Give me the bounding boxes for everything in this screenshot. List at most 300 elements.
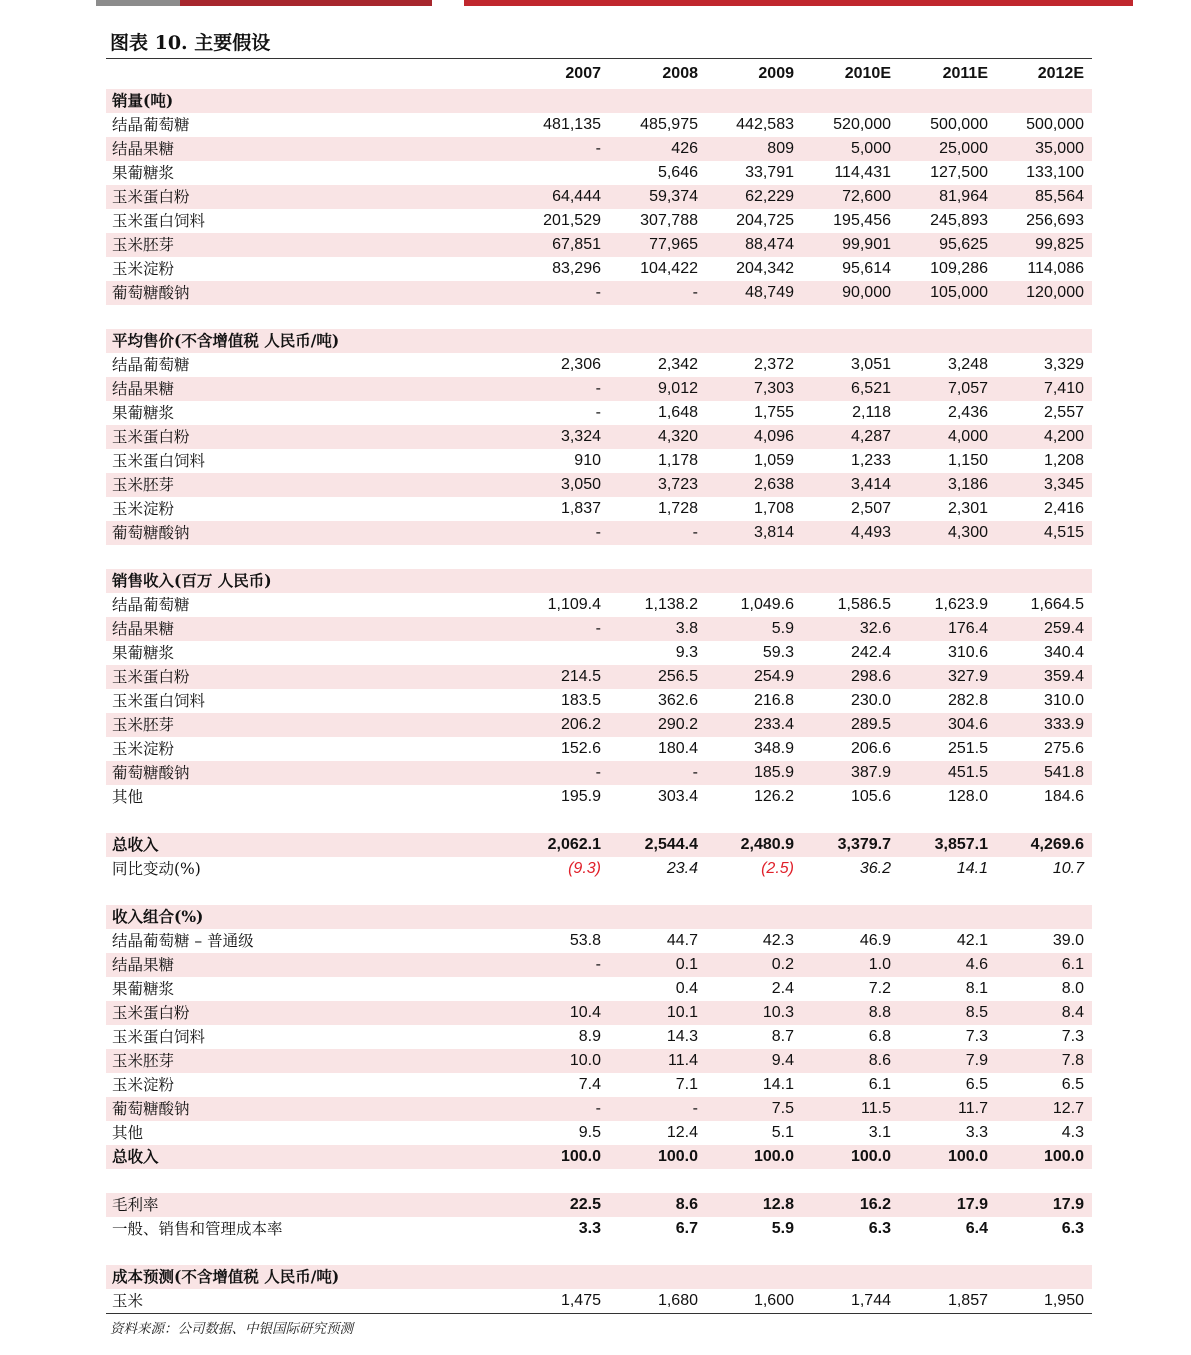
value-cell: 809 xyxy=(767,140,794,157)
value-cell: 206.2 xyxy=(560,716,601,733)
value-cell: 500,000 xyxy=(930,116,988,133)
value-cell: 17.9 xyxy=(956,1196,988,1213)
row-label: 葡萄糖酸钠 xyxy=(112,764,190,782)
row-label: 果葡糖浆 xyxy=(112,404,175,422)
value-cell: 8.1 xyxy=(965,980,988,997)
value-cell: 8.6 xyxy=(868,1052,891,1069)
value-cell: 206.6 xyxy=(850,740,891,757)
row-label: 结晶葡萄糖 xyxy=(112,116,190,134)
value-cell: - xyxy=(595,620,601,637)
value-cell: 9.4 xyxy=(771,1052,794,1069)
value-cell: 4,300 xyxy=(947,524,988,541)
value-cell: 6,521 xyxy=(850,380,891,397)
value-cell: 481,135 xyxy=(543,116,601,133)
value-cell: 10.4 xyxy=(569,1004,601,1021)
value-cell: 1.0 xyxy=(868,956,891,973)
source-note: 资料来源：公司数据、中银国际研究预测 xyxy=(110,1321,353,1337)
spacer-row xyxy=(106,545,1092,569)
value-cell: 290.2 xyxy=(657,716,698,733)
row-label: 销售收入(百万 人民币) xyxy=(112,571,272,590)
row-label: 玉米蛋白饲料 xyxy=(112,1028,206,1046)
value-cell: 1,600 xyxy=(753,1292,794,1309)
value-cell: 6.1 xyxy=(1061,956,1084,973)
row-label: 葡萄糖酸钠 xyxy=(112,524,190,542)
row-label: 毛利率 xyxy=(112,1196,159,1214)
value-cell: 128.0 xyxy=(947,788,988,805)
value-cell: 99,901 xyxy=(842,236,891,253)
value-cell: 1,837 xyxy=(560,500,601,517)
row-label: 玉米蛋白粉 xyxy=(112,668,190,686)
value-cell: 282.8 xyxy=(947,692,988,709)
row-label: 葡萄糖酸钠 xyxy=(112,284,190,302)
value-cell: 2,062.1 xyxy=(547,836,601,853)
value-cell: 340.4 xyxy=(1043,644,1084,661)
table-row xyxy=(106,233,1092,257)
value-cell: 7.8 xyxy=(1061,1052,1084,1069)
value-cell: 195,456 xyxy=(833,212,891,229)
table-row xyxy=(106,713,1092,737)
value-cell: 25,000 xyxy=(939,140,988,157)
value-cell: - xyxy=(692,1100,698,1117)
value-cell: 2,638 xyxy=(753,476,794,493)
value-cell: 6.4 xyxy=(965,1220,988,1237)
value-cell: 3,414 xyxy=(850,476,891,493)
value-cell: 442,583 xyxy=(736,116,794,133)
value-cell: 4,269.6 xyxy=(1030,836,1084,853)
table-row xyxy=(106,1001,1092,1025)
value-cell: 2,480.9 xyxy=(740,836,794,853)
table-row xyxy=(106,929,1092,953)
value-cell: 180.4 xyxy=(657,740,698,757)
value-cell: 11.7 xyxy=(958,1100,988,1117)
table-body xyxy=(106,89,1092,1313)
value-cell: 310.0 xyxy=(1043,692,1084,709)
value-cell: 4,287 xyxy=(850,428,891,445)
value-cell: 72,600 xyxy=(842,188,891,205)
column-header: 2012E xyxy=(1037,65,1084,82)
row-label: 总收入 xyxy=(112,835,159,854)
row-label: 结晶果糖 xyxy=(112,956,175,974)
value-cell: 5.1 xyxy=(771,1124,794,1141)
value-cell: 1,138.2 xyxy=(644,596,698,613)
value-cell: 8.5 xyxy=(965,1004,988,1021)
value-cell: 10.3 xyxy=(762,1004,794,1021)
value-cell: 16.2 xyxy=(859,1196,891,1213)
value-cell: 1,233 xyxy=(850,452,891,469)
value-cell: 1,049.6 xyxy=(740,596,794,613)
section-header-row xyxy=(106,1265,1092,1289)
value-cell: 216.8 xyxy=(753,692,794,709)
column-header: 2007 xyxy=(565,65,601,82)
value-cell: 184.6 xyxy=(1043,788,1084,805)
value-cell: 9.3 xyxy=(675,644,698,661)
value-cell: 1,744 xyxy=(850,1292,891,1309)
value-cell: 4,320 xyxy=(657,428,698,445)
value-cell: 2,301 xyxy=(947,500,988,517)
row-label: 结晶果糖 xyxy=(112,620,175,638)
value-cell: 2,544.4 xyxy=(644,836,698,853)
value-cell: 2,342 xyxy=(657,356,698,373)
value-cell: 3,345 xyxy=(1043,476,1084,493)
row-label: 销量(吨) xyxy=(112,91,174,110)
column-header: 2008 xyxy=(662,65,698,82)
value-cell: 4,000 xyxy=(947,428,988,445)
value-cell: - xyxy=(595,524,601,541)
table-row xyxy=(106,521,1092,545)
table-row xyxy=(106,281,1092,305)
value-cell: 12.7 xyxy=(1052,1100,1084,1117)
value-cell: 8.0 xyxy=(1061,980,1084,997)
value-cell: 8.9 xyxy=(578,1028,601,1045)
value-cell: 185.9 xyxy=(753,764,794,781)
value-cell: 6.7 xyxy=(675,1220,698,1237)
value-cell: 307,788 xyxy=(640,212,698,229)
section-header-row xyxy=(106,569,1092,593)
value-cell: 176.4 xyxy=(947,620,988,637)
table-row xyxy=(106,497,1092,521)
column-header: 2010E xyxy=(844,65,891,82)
value-cell: 99,825 xyxy=(1035,236,1084,253)
value-cell: 298.6 xyxy=(850,668,891,685)
value-cell: 204,725 xyxy=(736,212,794,229)
value-cell: 8.8 xyxy=(868,1004,891,1021)
value-cell: - xyxy=(595,140,601,157)
value-cell: 1,755 xyxy=(753,404,794,421)
value-cell: 7.4 xyxy=(578,1076,601,1093)
value-cell: 104,422 xyxy=(640,260,698,277)
row-label: 其他 xyxy=(112,1124,144,1142)
value-cell: 304.6 xyxy=(947,716,988,733)
value-cell: 14.1 xyxy=(956,860,988,877)
value-cell: 256.5 xyxy=(657,668,698,685)
value-cell: 1,059 xyxy=(753,452,794,469)
table-row xyxy=(106,1193,1092,1217)
value-cell: 62,229 xyxy=(745,188,794,205)
value-cell: 33,791 xyxy=(745,164,794,181)
value-cell: (2.5) xyxy=(761,860,794,877)
value-cell: 333.9 xyxy=(1043,716,1084,733)
value-cell: 39.0 xyxy=(1052,932,1084,949)
table-row xyxy=(106,1121,1092,1145)
value-cell: 7.1 xyxy=(675,1076,698,1093)
value-cell: 3,723 xyxy=(657,476,698,493)
value-cell: 195.9 xyxy=(560,788,601,805)
row-label: 果葡糖浆 xyxy=(112,980,175,998)
value-cell: 289.5 xyxy=(850,716,891,733)
table-row xyxy=(106,449,1092,473)
row-label: 同比变动(%) xyxy=(112,860,201,878)
value-cell: 90,000 xyxy=(842,284,891,301)
value-cell: 426 xyxy=(671,140,698,157)
value-cell: 4,200 xyxy=(1043,428,1084,445)
table-row xyxy=(106,257,1092,281)
value-cell: 35,000 xyxy=(1035,140,1084,157)
value-cell: 8.4 xyxy=(1061,1004,1084,1021)
value-cell: 95,614 xyxy=(842,260,891,277)
column-header: 2011E xyxy=(942,65,988,82)
value-cell: 4,493 xyxy=(850,524,891,541)
table-row xyxy=(106,1025,1092,1049)
value-cell: 1,623.9 xyxy=(934,596,988,613)
value-cell: 183.5 xyxy=(560,692,601,709)
table-row xyxy=(106,473,1092,497)
value-cell: 11.5 xyxy=(861,1100,891,1117)
value-cell: 359.4 xyxy=(1043,668,1084,685)
value-cell: 1,208 xyxy=(1043,452,1084,469)
value-cell: 6.1 xyxy=(868,1076,891,1093)
value-cell: 275.6 xyxy=(1043,740,1084,757)
value-cell: 100.0 xyxy=(947,1148,988,1165)
value-cell: 0.4 xyxy=(675,980,698,997)
value-cell: 127,500 xyxy=(930,164,988,181)
value-cell: 8.6 xyxy=(675,1196,698,1213)
value-cell: 2,306 xyxy=(560,356,601,373)
value-cell: 4,515 xyxy=(1043,524,1084,541)
value-cell: 88,474 xyxy=(745,236,794,253)
row-label: 成本预测(不含增值税 人民币/吨) xyxy=(112,1267,340,1286)
spacer-row xyxy=(106,1169,1092,1193)
value-cell: 500,000 xyxy=(1026,116,1084,133)
column-header: 2009 xyxy=(758,65,794,82)
value-cell: 133,100 xyxy=(1026,164,1084,181)
value-cell: 1,178 xyxy=(657,452,698,469)
value-cell: 4.6 xyxy=(965,956,988,973)
row-label: 玉米淀粉 xyxy=(112,740,175,758)
value-cell: 242.4 xyxy=(850,644,891,661)
value-cell: 6.8 xyxy=(868,1028,891,1045)
table-row xyxy=(106,137,1092,161)
value-cell: 59.3 xyxy=(762,644,794,661)
table-row xyxy=(106,377,1092,401)
value-cell: - xyxy=(692,284,698,301)
value-cell: 14.1 xyxy=(762,1076,794,1093)
value-cell: 6.5 xyxy=(965,1076,988,1093)
value-cell: 1,475 xyxy=(560,1292,601,1309)
value-cell: 95,625 xyxy=(939,236,988,253)
table-row xyxy=(106,401,1092,425)
value-cell: 5.9 xyxy=(771,620,794,637)
table-row xyxy=(106,1289,1092,1313)
row-label: 玉米胚芽 xyxy=(112,476,175,494)
value-cell: 100.0 xyxy=(753,1148,794,1165)
value-cell: 327.9 xyxy=(947,668,988,685)
value-cell: 1,586.5 xyxy=(837,596,891,613)
section-header-row xyxy=(106,905,1092,929)
value-cell: 0.2 xyxy=(771,956,794,973)
row-label: 其他 xyxy=(112,788,144,806)
value-cell: 3,051 xyxy=(850,356,891,373)
row-label: 玉米蛋白饲料 xyxy=(112,692,206,710)
value-cell: 11.4 xyxy=(668,1052,698,1069)
value-cell: - xyxy=(595,1100,601,1117)
figure-title: 图表 10. 主要假设 xyxy=(110,32,271,54)
value-cell: 10.0 xyxy=(569,1052,601,1069)
value-cell: 42.1 xyxy=(956,932,988,949)
value-cell: 245,893 xyxy=(930,212,988,229)
table-row xyxy=(106,857,1092,881)
table-row xyxy=(106,353,1092,377)
table-row xyxy=(106,785,1092,809)
value-cell: (9.3) xyxy=(568,860,601,877)
table-row xyxy=(106,641,1092,665)
value-cell: 114,431 xyxy=(834,164,891,181)
table-header-row xyxy=(106,59,1092,89)
section-header-row xyxy=(106,89,1092,113)
row-label: 玉米蛋白粉 xyxy=(112,428,190,446)
spacer-row xyxy=(106,809,1092,833)
value-cell: 100.0 xyxy=(657,1148,698,1165)
value-cell: 230.0 xyxy=(850,692,891,709)
table-row xyxy=(106,1073,1092,1097)
value-cell: 77,965 xyxy=(649,236,698,253)
row-label: 结晶葡萄糖 – 普通级 xyxy=(112,932,254,950)
value-cell: 251.5 xyxy=(947,740,988,757)
table-row xyxy=(106,689,1092,713)
value-cell: 10.7 xyxy=(1052,860,1084,877)
value-cell: 2.4 xyxy=(771,980,794,997)
row-label: 总收入 xyxy=(112,1147,159,1166)
value-cell: 4.3 xyxy=(1061,1124,1084,1141)
section-header-row xyxy=(106,329,1092,353)
value-cell: 3.8 xyxy=(675,620,698,637)
value-cell: 83,296 xyxy=(552,260,601,277)
table-row xyxy=(106,113,1092,137)
value-cell: 100.0 xyxy=(1043,1148,1084,1165)
row-label: 一般、销售和管理成本率 xyxy=(112,1220,283,1238)
value-cell: 17.9 xyxy=(1052,1196,1084,1213)
row-label: 玉米胚芽 xyxy=(112,1052,175,1070)
table-row xyxy=(106,593,1092,617)
value-cell: 44.7 xyxy=(666,932,698,949)
value-cell: 105.6 xyxy=(850,788,891,805)
table-row xyxy=(106,761,1092,785)
value-cell: 3,814 xyxy=(753,524,794,541)
value-cell: 5.9 xyxy=(771,1220,794,1237)
spacer-row xyxy=(106,881,1092,905)
value-cell: 100.0 xyxy=(560,1148,601,1165)
row-label: 结晶果糖 xyxy=(112,140,175,158)
table-row xyxy=(106,953,1092,977)
value-cell: 254.9 xyxy=(753,668,794,685)
row-label: 玉米淀粉 xyxy=(112,500,175,518)
row-label: 结晶葡萄糖 xyxy=(112,356,190,374)
value-cell: 3,186 xyxy=(947,476,988,493)
value-cell: 4,096 xyxy=(753,428,794,445)
value-cell: 1,680 xyxy=(657,1292,698,1309)
value-cell: 3,248 xyxy=(947,356,988,373)
value-cell: 1,857 xyxy=(947,1292,988,1309)
row-label: 果葡糖浆 xyxy=(112,164,175,182)
row-label: 玉米蛋白粉 xyxy=(112,1004,190,1022)
value-cell: 67,851 xyxy=(552,236,601,253)
value-cell: 9,012 xyxy=(657,380,698,397)
row-label: 玉米胚芽 xyxy=(112,716,175,734)
header-bar-dark-red xyxy=(180,0,432,6)
value-cell: 6.5 xyxy=(1061,1076,1084,1093)
value-cell: 7,057 xyxy=(947,380,988,397)
value-cell: 387.9 xyxy=(850,764,891,781)
value-cell: 3,324 xyxy=(560,428,601,445)
value-cell: 362.6 xyxy=(657,692,698,709)
value-cell: 910 xyxy=(574,452,601,469)
row-label: 平均售价(不含增值税 人民币/吨) xyxy=(112,331,340,350)
value-cell: 3.3 xyxy=(578,1220,601,1237)
value-cell: - xyxy=(692,764,698,781)
value-cell: - xyxy=(595,764,601,781)
value-cell: 3.1 xyxy=(868,1124,891,1141)
row-label: 玉米 xyxy=(112,1292,144,1310)
value-cell: 2,507 xyxy=(850,500,891,517)
row-label: 玉米淀粉 xyxy=(112,260,175,278)
table-row xyxy=(106,1217,1092,1241)
value-cell: 7.3 xyxy=(965,1028,988,1045)
value-cell: 114,086 xyxy=(1027,260,1084,277)
value-cell: 3.3 xyxy=(965,1124,988,1141)
value-cell: 32.6 xyxy=(859,620,891,637)
value-cell: 2,557 xyxy=(1043,404,1084,421)
value-cell: 201,529 xyxy=(543,212,601,229)
value-cell: 0.1 xyxy=(675,956,698,973)
row-label: 玉米淀粉 xyxy=(112,1076,175,1094)
table-row xyxy=(106,1097,1092,1121)
value-cell: 85,564 xyxy=(1035,188,1084,205)
value-cell: 2,416 xyxy=(1043,500,1084,517)
value-cell: 53.8 xyxy=(569,932,601,949)
value-cell: 1,708 xyxy=(753,500,794,517)
value-cell: - xyxy=(595,404,601,421)
value-cell: 1,728 xyxy=(657,500,698,517)
value-cell: 22.5 xyxy=(569,1196,601,1213)
value-cell: 348.9 xyxy=(753,740,794,757)
value-cell: 310.6 xyxy=(947,644,988,661)
value-cell: 204,342 xyxy=(736,260,794,277)
value-cell: 3,379.7 xyxy=(837,836,891,853)
value-cell: 152.6 xyxy=(560,740,601,757)
value-cell: 7.9 xyxy=(965,1052,988,1069)
value-cell: 6.3 xyxy=(1061,1220,1084,1237)
value-cell: 105,000 xyxy=(930,284,988,301)
value-cell: 64,444 xyxy=(552,188,601,205)
spacer-row xyxy=(106,305,1092,329)
value-cell: 3,050 xyxy=(560,476,601,493)
row-label: 果葡糖浆 xyxy=(112,644,175,662)
value-cell: 303.4 xyxy=(657,788,698,805)
value-cell: 7,303 xyxy=(753,380,794,397)
value-cell: 485,975 xyxy=(640,116,698,133)
value-cell: 214.5 xyxy=(560,668,601,685)
table-row xyxy=(106,617,1092,641)
row-label: 结晶果糖 xyxy=(112,380,175,398)
value-cell: 7.3 xyxy=(1061,1028,1084,1045)
value-cell: 259.4 xyxy=(1043,620,1084,637)
value-cell: 1,664.5 xyxy=(1030,596,1084,613)
row-label: 收入组合(%) xyxy=(112,907,204,926)
spacer-row xyxy=(106,1241,1092,1265)
value-cell: 2,118 xyxy=(852,404,891,421)
table-row xyxy=(106,425,1092,449)
value-cell: 1,648 xyxy=(657,404,698,421)
value-cell: 7.2 xyxy=(868,980,891,997)
row-label: 玉米蛋白粉 xyxy=(112,188,190,206)
value-cell: 126.2 xyxy=(753,788,794,805)
row-label: 玉米胚芽 xyxy=(112,236,175,254)
row-label: 玉米蛋白饲料 xyxy=(112,452,206,470)
value-cell: 233.4 xyxy=(753,716,794,733)
header-bar-red xyxy=(464,0,1133,6)
value-cell: 1,150 xyxy=(947,452,988,469)
table-row xyxy=(106,833,1092,857)
value-cell: 46.9 xyxy=(859,932,891,949)
